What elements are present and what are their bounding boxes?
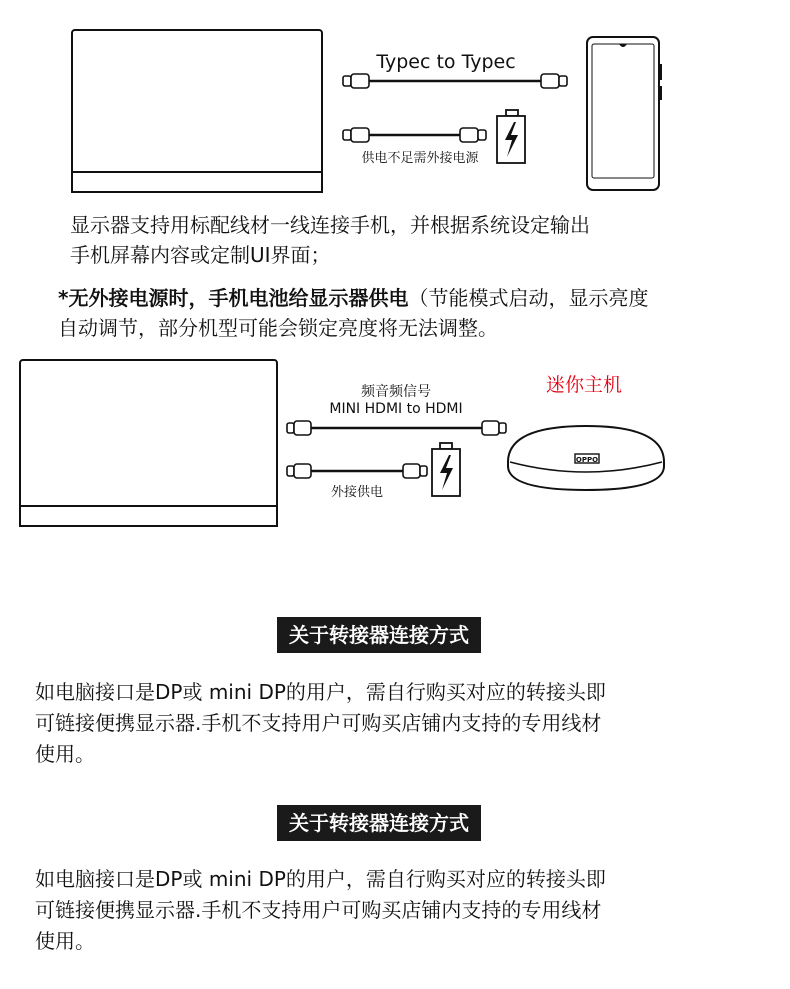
block1-line-3: 使用。 — [35, 742, 95, 766]
block2-line-1: 如电脑接口是DP或 mini DP的用户，需自行购买对应的转接头即 — [35, 867, 606, 891]
mini-host-label: 迷你主机 — [546, 374, 623, 396]
cable-label-en: MINI HDMI to HDMI — [329, 401, 463, 417]
power-bank-icon-2 — [432, 443, 460, 496]
description-line-2: 手机屏幕内容或定制UI界面； — [70, 243, 331, 267]
mini-host-logo: OPPO — [575, 456, 599, 464]
section-heading-1: 关于转接器连接方式 — [277, 617, 481, 653]
block2-line-2: 可链接便携显示器.手机不支持用户可购买店铺内支持的专用线材 — [35, 898, 602, 922]
typec-cable-icon — [343, 74, 567, 88]
hdmi-cable-icon — [287, 421, 506, 435]
diagram-mini-host-connection — [0, 350, 790, 550]
power-cable-icon — [343, 128, 486, 142]
cable-label-cn: 频音频信号 — [361, 384, 431, 400]
power-cable-icon-2 — [287, 464, 427, 478]
block2-line-3: 使用。 — [35, 929, 95, 953]
smartphone-icon — [587, 37, 661, 190]
block1-line-2: 可链接便携显示器.手机不支持用户可购买店铺内支持的专用线材 — [35, 711, 602, 735]
power-note-line-2: 自动调节，部分机型可能会锁定亮度将无法调整。 — [58, 316, 498, 340]
power-note-bold: *无外接电源时，手机电池给显示器供电 — [58, 286, 409, 310]
portable-monitor-icon-2 — [20, 360, 277, 526]
section-heading-2: 关于转接器连接方式 — [277, 805, 481, 841]
block1-line-1: 如电脑接口是DP或 mini DP的用户，需自行购买对应的转接头即 — [35, 680, 606, 704]
cable-label-typec: Typec to Typec — [376, 51, 516, 73]
power-note-paragraph — [58, 283, 648, 313]
mini-host-icon — [508, 426, 664, 490]
diagram-phone-connection — [0, 0, 790, 200]
power-note-normal: （节能模式启动，显示亮度 — [408, 286, 649, 310]
description-line-1: 显示器支持用标配线材一线连接手机，并根据系统设定输出 — [70, 213, 590, 237]
power-note: 供电不足需外接电源 — [361, 151, 479, 166]
power-label: 外接供电 — [330, 485, 384, 500]
power-bank-icon — [497, 110, 525, 163]
portable-monitor-icon — [72, 30, 322, 192]
